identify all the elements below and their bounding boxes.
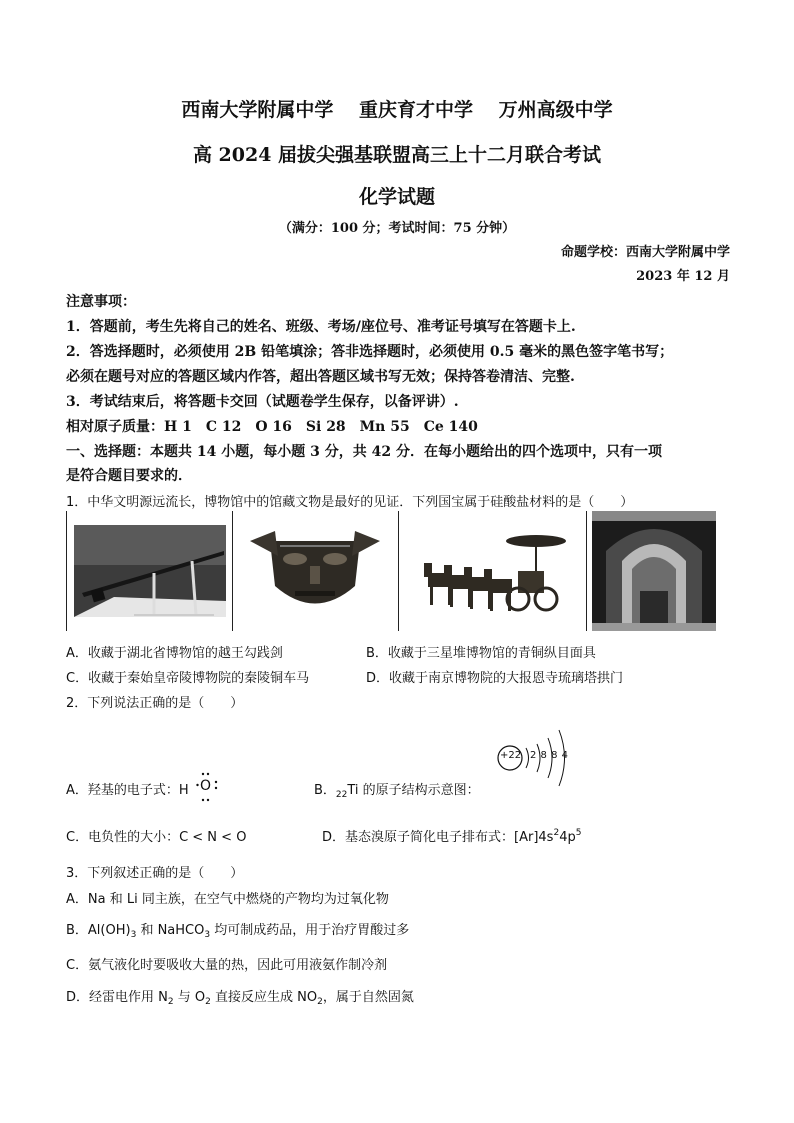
q3-b-part: 和 NaHCO xyxy=(136,923,205,938)
q2-stem: 2．下列说法正确的是（ ） xyxy=(66,696,244,711)
q3-b-part: 均可制成药品，用于治疗胃酸过多 xyxy=(210,923,410,938)
ti-atomic-number: 22 xyxy=(335,790,348,800)
q3-d-part: 直接反应生成 NO xyxy=(210,990,318,1005)
svg-text:O: O xyxy=(200,778,212,794)
q2-option-c: C．电负性的大小：C < N < O xyxy=(66,830,247,845)
divider xyxy=(66,511,67,631)
q3-d-part: D．经雷电作用 N xyxy=(66,990,168,1005)
q3-b-part: B．Al(OH) xyxy=(66,923,131,938)
q2-option-b-label: B． xyxy=(314,783,336,798)
atomic-masses: 相对原子质量：H 1 C 12 O 16 Si 28 Mn 55 Ce 140 xyxy=(66,419,478,435)
bronze-chariot-image xyxy=(406,511,582,631)
notice-item-2-cont: 必须在题号对应的答题区域内作答，超出答题区域书写无效；保持答卷清洁、完整. xyxy=(66,369,575,385)
q3-option-d xyxy=(66,986,414,1007)
q2-option-a-label: A．羟基的电子式： xyxy=(66,783,179,798)
q2-option-b xyxy=(314,779,480,800)
br-config: [Ar]4s xyxy=(514,830,554,845)
school-names xyxy=(0,95,794,122)
school-3: 万州高级中学 xyxy=(498,99,613,121)
school-1: 西南大学附属中学 xyxy=(181,99,334,121)
hydroxyl-formula: H xyxy=(178,783,189,798)
q3-d-sub: 2 xyxy=(317,997,323,1007)
q3-d-sub: 2 xyxy=(205,997,211,1007)
subject-title: 化学试题 xyxy=(358,186,435,208)
q2-option-b-text: 的原子结构示意图： xyxy=(358,783,480,798)
school-2: 重庆育才中学 xyxy=(358,99,473,121)
divider xyxy=(232,511,233,631)
divider xyxy=(398,511,399,631)
setter-line: 命题学校：西南大学附属中学 xyxy=(560,245,730,260)
date-line: 2023 年 12 月 xyxy=(636,269,730,284)
ti-shell-electrons: 2 8 8 4 xyxy=(530,750,569,761)
q1-stem: 1．中华文明源远流长，博物馆中的馆藏文物是最好的见证．下列国宝属于硅酸盐材料的是（ ） xyxy=(66,495,634,510)
section-instructions-cont: 是符合题目要求的． xyxy=(66,468,192,484)
q3-option-a: A．Na 和 Li 同主族，在空气中燃烧的产物均为过氧化物 xyxy=(66,892,389,907)
br-4s-electrons: 2 xyxy=(553,828,560,838)
q3-option-b xyxy=(66,919,409,940)
q3-stem: 3．下列叙述正确的是（ ） xyxy=(66,866,244,881)
ti-nucleus-label: +22 xyxy=(500,750,522,761)
q3-b-sub: 3 xyxy=(130,930,137,940)
divider xyxy=(586,511,587,631)
q3-option-c: C．氨气液化时要吸收大量的热，因此可用液氨作制冷剂 xyxy=(66,958,388,973)
notice-item-3: 3．考试结束后，将答题卡交回（试题卷学生保存，以备评讲）. xyxy=(66,394,459,410)
exam-meta: （满分：100 分；考试时间：75 分钟） xyxy=(278,221,516,236)
q3-d-part: ，属于自然固氮 xyxy=(322,990,414,1005)
sword-image xyxy=(74,511,226,631)
section-instructions: 一、选择题：本题共 14 小题，每小题 3 分，共 42 分．在每小题给出的四个选项中，只有一项 xyxy=(66,444,662,460)
q2-option-d xyxy=(322,826,581,845)
bronze-mask-image xyxy=(240,511,390,631)
br-4p-electrons: 5 xyxy=(575,828,582,838)
pagoda-archway-image xyxy=(592,511,716,631)
q3-b-sub: 3 xyxy=(204,930,211,940)
notice-item-1: 1．答题前，考生先将自己的姓名、班级、考场/座位号、准考证号填写在答题卡上. xyxy=(66,319,576,335)
q1-option-d: D．收藏于南京博物院的大报恩寺琉璃塔拱门 xyxy=(366,671,624,686)
q3-d-part: 与 O xyxy=(173,990,206,1005)
hydroxyl-electron-dot-icon xyxy=(196,770,220,808)
q1-option-c: C．收藏于秦始皇帝陵博物院的秦陵铜车马 xyxy=(66,671,310,686)
q2-option-a xyxy=(66,779,189,798)
exam-title: 高 2024 届拔尖强基联盟高三上十二月联合考试 xyxy=(192,144,602,166)
q1-option-b: B．收藏于三星堆博物馆的青铜纵目面具 xyxy=(366,646,596,661)
notice-heading: 注意事项： xyxy=(66,294,136,310)
q2-option-d-label: D．基态溴原子简化电子排布式： xyxy=(322,830,515,845)
notice-item-2: 2．答选择题时，必须使用 2B 铅笔填涂；答非选择题时，必须使用 0.5 毫米的黑色签字笔书写； xyxy=(66,344,674,360)
br-4p: 4p xyxy=(559,830,576,845)
ti-symbol: Ti xyxy=(347,783,359,798)
q1-option-a: A．收藏于湖北省博物馆的越王勾践剑 xyxy=(66,646,283,661)
q3-d-sub: 2 xyxy=(167,997,174,1007)
